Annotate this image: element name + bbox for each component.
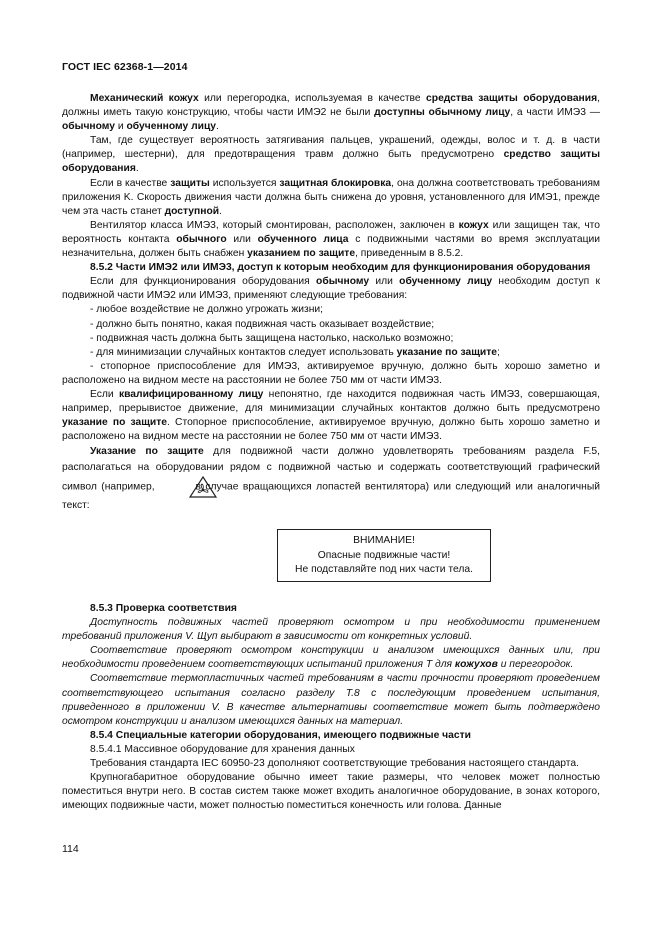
section-heading-8-5-2	[62, 261, 600, 275]
text: используется	[209, 177, 280, 189]
text: Соответствие проверяют осмотром конструкции и анализом имеющихся данных или, при необходимости проведением соответствующих испытаний приложения T для	[62, 645, 600, 671]
term: обученного лица	[257, 233, 349, 245]
section-heading-8-5-4-1: 8.5.4.1 Массивное оборудование для хранения данных	[90, 743, 355, 755]
paragraph	[62, 644, 600, 672]
text: или перегородка, используемая в качестве	[198, 93, 427, 104]
term: доступной	[164, 205, 220, 217]
paragraph: Соответствие термопластичных частей требованиям в части прочности проверяют проведением соответствующего испытания согласно разделу T.8 с последующим проведением испытания, приведенного в приложении V. В качестве альтернативы соответствие может быть подтверждено осмотром конструкции и анализом имеющихся данных на материал.	[62, 673, 600, 727]
term: обычному	[316, 276, 370, 288]
list-item	[62, 346, 600, 360]
text: , должны иметь такую конструкцию, чтобы части ИМЭ2 не были	[62, 93, 600, 119]
text: Вентилятор класса ИМЭ3, который смонтирован, расположен, заключен в	[90, 219, 459, 231]
term: квалифицированному лицу	[118, 388, 264, 400]
text: , приведенным в 8.5.2.	[355, 248, 464, 260]
text: , она должна соответствовать требованиям приложения K. Скорость движения части должна быть снижена до уровня, установленного для ИМЭ1, прежде чем эта часть станет	[62, 177, 601, 217]
section-heading-8-5-3	[62, 602, 600, 616]
term: обученному лицу	[126, 121, 217, 133]
document-body	[62, 92, 600, 813]
text: Если	[90, 388, 119, 400]
text: необходим доступ к подвижной части ИМЭ2 или ИМЭ3, применяют следующие требования:	[62, 276, 600, 302]
warning-label-box	[277, 529, 491, 582]
paragraph	[62, 275, 600, 303]
term: доступны обычному лицу	[374, 107, 511, 119]
term: кожух	[458, 219, 489, 231]
term: обученному лицу	[399, 276, 493, 288]
text: непонятно, где находится подвижная часть ИМЭ3, совершающая, например, прерывистое движение, для минимизации случайных контактов должно быть предусмотрено	[62, 388, 600, 415]
text: и перегородок.	[497, 659, 574, 671]
paragraph: Доступность подвижных частей проверяют осмотром и при необходимости применением требований приложения V. Щуп выбирают в зависимости от конкретных условий.	[62, 617, 600, 643]
paragraph	[62, 177, 600, 219]
term: Указание по защите	[90, 446, 204, 458]
warning-title: ВНИМАНИЕ!	[353, 535, 415, 547]
warning-line: Не подставляйте под них части тела.	[295, 563, 473, 575]
paragraph	[62, 92, 600, 134]
text: .	[219, 205, 222, 217]
term: средство защиты оборудования	[62, 149, 600, 175]
list-item: - должно быть понятно, какая подвижная часть оказывает воздействие;	[90, 318, 435, 330]
term: обычному	[62, 121, 116, 133]
spacer	[62, 594, 600, 602]
term: указание по защите	[62, 417, 168, 429]
fan-blade-warning-icon	[161, 476, 189, 498]
paragraph	[62, 134, 600, 176]
text: и	[115, 121, 127, 133]
text: Там, где существует вероятность затягивания пальцев, украшений, одежды, волос и т. д. в части (например, шестерни), для предотвращения травм должно быть предусмотрено	[62, 135, 600, 161]
list-item: - стопорное приспособление для ИМЭ3, активируемое вручную, должно быть хорошо заметно и расположено на видном месте на расстоянии не более 750 мм от части ИМЭ3.	[62, 360, 600, 386]
term: защитная блокировка	[279, 177, 392, 189]
text: в случае вращающихся лопастей вентилятора) или следующий или аналогичный текст:	[62, 482, 601, 512]
paragraph: Крупногабаритное оборудование обычно имеет такие размеры, что человек может полностью поместиться внутри него. В состав систем также может входить аналогичное оборудование, в зонах которого, имеющих подвижные части, может полностью поместиться конечность или голова. Данные	[62, 772, 600, 812]
heading-text: 8.5.3 Проверка соответствия	[90, 602, 237, 614]
paragraph: Требования стандарта IEC 60950-23 дополняют соответствующие требования настоящего стандарта.	[90, 757, 579, 769]
term: защиты	[170, 177, 210, 189]
list-item: - любое воздействие не должно угрожать жизни;	[90, 304, 324, 316]
page-number: 114	[62, 843, 79, 855]
list-item: - подвижная часть должна быть защищена настолько, насколько возможно;	[90, 332, 454, 344]
paragraph	[62, 219, 600, 261]
term: Механический кожух	[90, 93, 199, 104]
heading-text: 8.5.4 Специальные категории оборудования, имеющего подвижные части	[90, 729, 471, 741]
paragraph	[62, 444, 600, 514]
term: указанием по защите	[247, 248, 356, 260]
paragraph	[62, 388, 600, 444]
text: или	[226, 233, 258, 245]
document-header: ГОСТ IEC 62368-1—2014	[62, 61, 188, 73]
text: или	[369, 276, 400, 288]
heading-text: 8.5.2 Части ИМЭ2 или ИМЭ3, доступ к которым необходим для функционирования оборудования	[90, 262, 591, 274]
text: .	[135, 163, 139, 175]
term: средства защиты оборудования	[426, 93, 598, 104]
text: .	[216, 121, 219, 133]
section-heading-8-5-4	[62, 729, 600, 743]
text: Если в качестве	[90, 177, 171, 189]
text: или защищен так, что вероятность контакта	[62, 219, 601, 245]
text: Если для функционирования оборудования	[90, 276, 317, 288]
text: ;	[497, 346, 500, 358]
text: , а части ИМЭ3 —	[510, 107, 600, 119]
term: обычного	[176, 233, 227, 245]
text: для подвижной части должно удовлетворять требованиям раздела F.5, располагаться на оборудовании рядом с подвижной частью и содержать соответствующий графический символ (например,	[62, 446, 601, 494]
text: . Стопорное приспособление, активируемое вручную, должно быть хорошо заметно и расположено на видном месте на расстоянии не более 750 мм от части ИМЭ3.	[62, 417, 600, 443]
warning-line: Опасные подвижные части!	[317, 549, 451, 561]
term: указание по защите	[396, 346, 498, 358]
text: - для минимизации случайных контактов следует использовать	[90, 346, 397, 358]
text: с подвижными частями во время эксплуатации незначительна, должен быть снабжен	[62, 233, 600, 260]
term: кожухов	[454, 659, 498, 671]
